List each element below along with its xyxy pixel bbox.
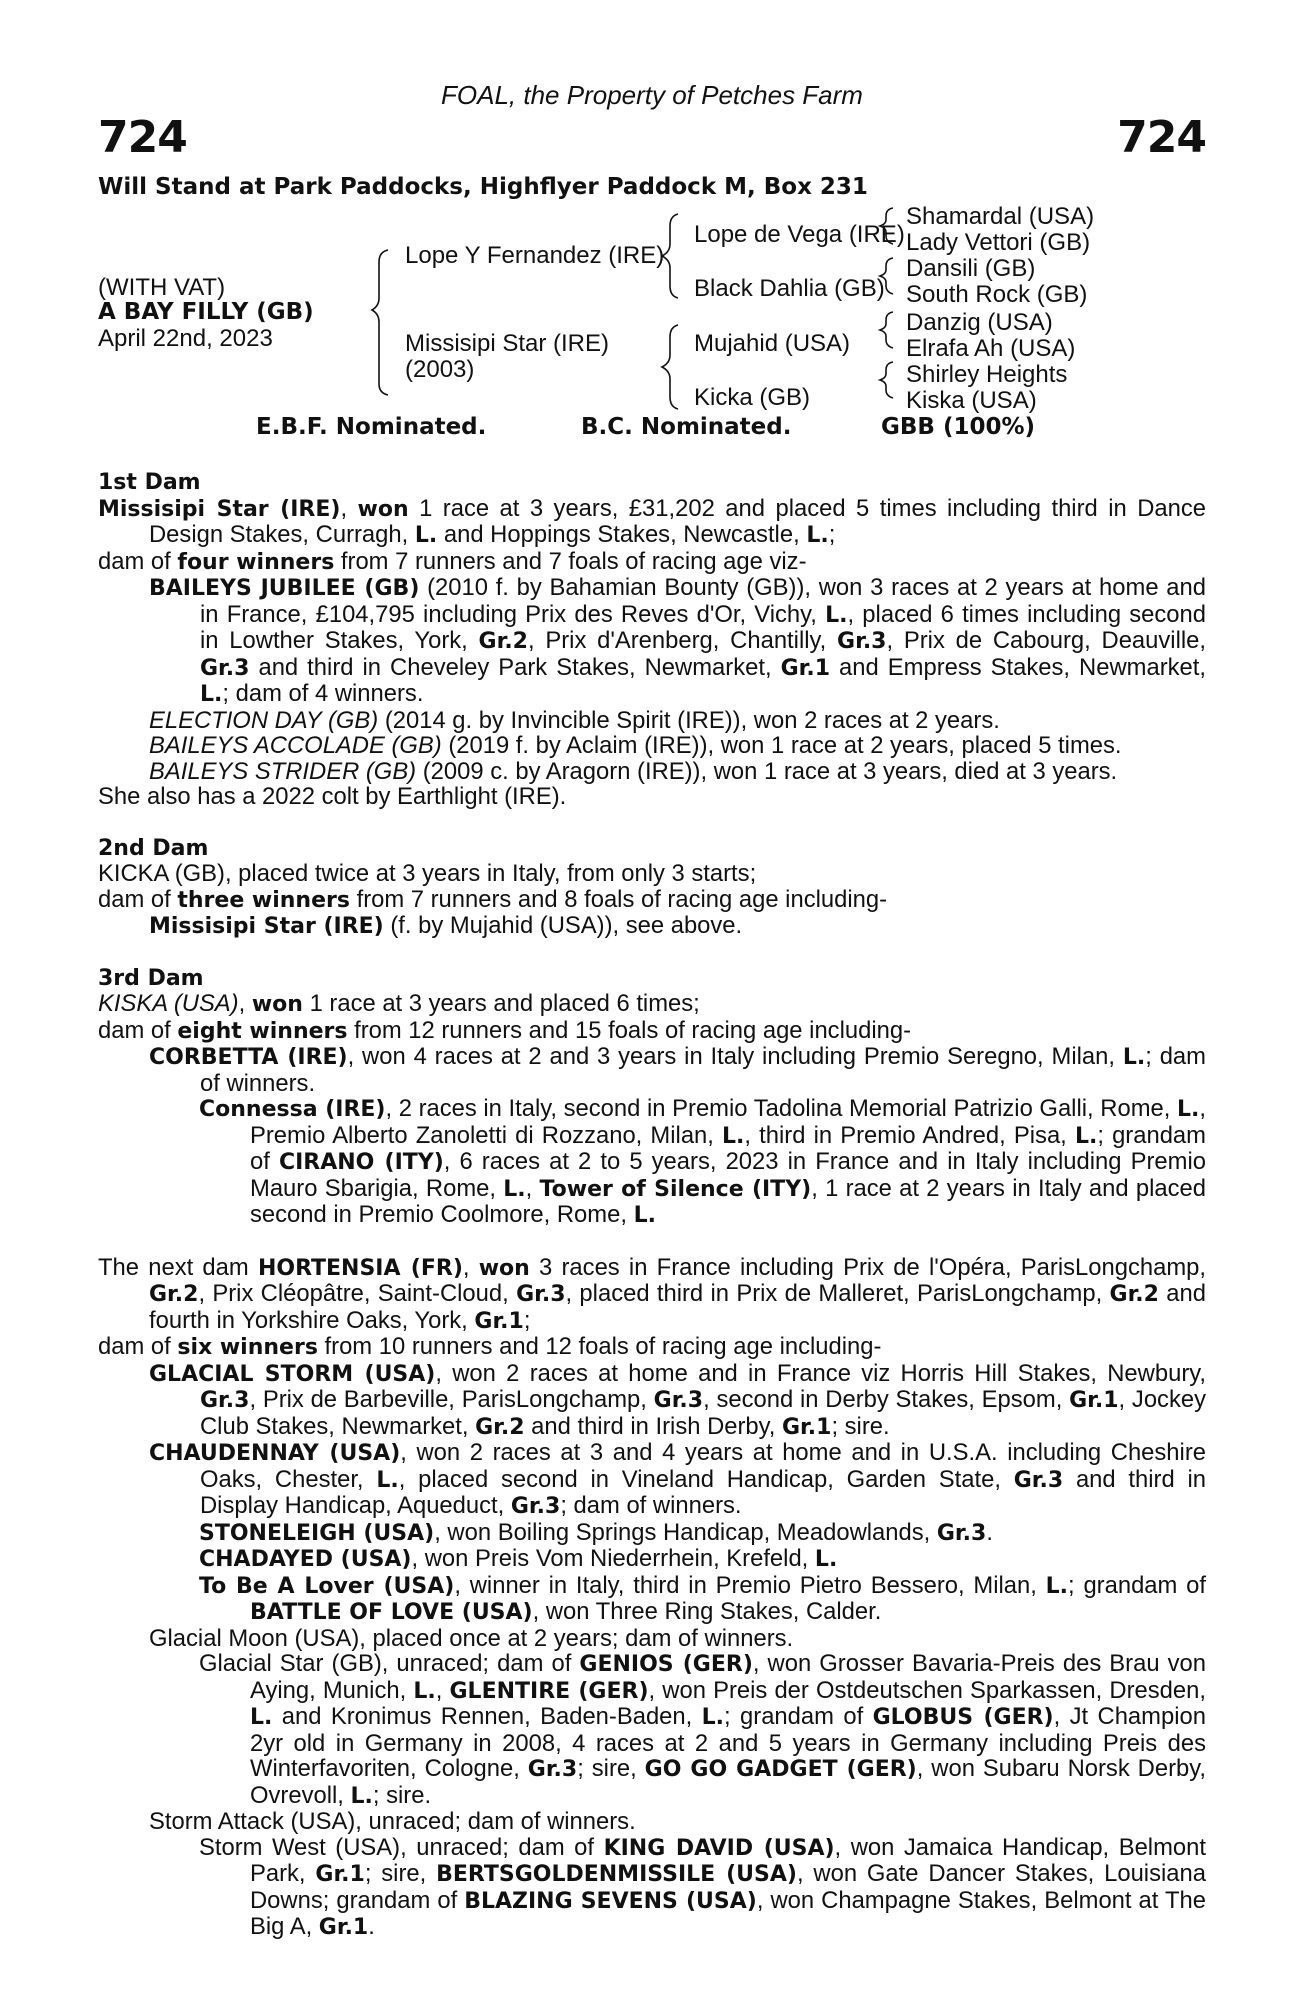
pedigree-paragraph: Missisipi Star (IRE) (f. by Mujahid (USA)), see above.: [149, 912, 743, 939]
pedigree-paragraph: CHADAYED (USA), won Preis Vom Niederrhein, Krefeld, L.: [199, 1545, 838, 1572]
lot-number-left: 724: [98, 112, 187, 163]
lot-number-right: 724: [1117, 112, 1206, 163]
pedigree-paragraph: Storm Attack (USA), unraced; dam of winners.: [149, 1808, 636, 1835]
pedigree-paragraph: CORBETTA (IRE), won 4 races at 2 and 3 years in Italy including Premio Seregno, Milan, L.; dam of winners.: [149, 1043, 1206, 1097]
g4-ancestor: Elrafa Ah (USA): [906, 335, 1076, 362]
g4-ancestor: South Rock (GB): [906, 281, 1088, 308]
section-spacer: [98, 1229, 1206, 1255]
pedigree-table: [98, 200, 1206, 412]
pedigree-paragraph: BAILEYS JUBILEE (GB) (2010 f. by Bahamian Bounty (GB)), won 3 races at 2 years at home and in France, £104,795 including Prix des Reves d'Or, Vichy, L., placed 6 times including second in Lowther Stakes, York, Gr.2, Prix d'Arenberg, Chantilly, Gr.3, Prix de Cabourg, Deauville, Gr.3 and third in Cheveley Park Stakes, Newmarket, Gr.1 and Empress Stakes, Newmarket, L.; dam of 4 winners.: [149, 574, 1207, 707]
section-heading: 1st Dam: [98, 470, 201, 495]
g4-ancestor: Shamardal (USA): [906, 203, 1095, 230]
pedigree-paragraph: BAILEYS STRIDER (GB) (2009 c. by Aragorn (IRE)), won 1 race at 3 years, died at 3 years.: [149, 757, 1118, 785]
g4-ancestor: Shirley Heights: [906, 361, 1068, 388]
section-heading: 3rd Dam: [98, 965, 204, 991]
pedigree-paragraph: dam of eight winners from 12 runners and 15 foals of racing age including-: [98, 1016, 912, 1044]
pedigree-paragraph: She also has a 2022 colt by Earthlight (IRE).: [98, 783, 567, 810]
sire-name: Lope Y Fernandez (IRE): [405, 242, 665, 269]
vat-note: (WITH VAT): [98, 274, 226, 301]
section-spacer: [98, 940, 1206, 966]
g4-ancestor: Lady Vettori (GB): [906, 229, 1091, 256]
nominations: [98, 414, 1206, 448]
ebf-nomination: E.B.F. Nominated.: [256, 414, 487, 440]
pedigree-paragraph: Storm West (USA), unraced; dam of KING DAVID (USA), won Jamaica Handicap, Belmont Park, Gr.1; sire, BERTSGOLDENMISSILE (USA), won Gate Dancer Stakes, Louisiana Downs; grandam of BLAZING SEVENS (USA), won Champagne Stakes, Belmont at The Big A, Gr.1.: [199, 1833, 1207, 1940]
dam-name: Missisipi Star (IRE): [405, 330, 610, 357]
pedigree-paragraph: KISKA (USA), won 1 race at 3 years and placed 6 times;: [98, 990, 700, 1017]
g4-ancestor: Danzig (USA): [906, 309, 1053, 336]
page-header: [98, 80, 1206, 170]
pedigree-paragraph: dam of three winners from 7 runners and 8 foals of racing age including-: [98, 885, 888, 913]
dam-year: (2003): [405, 356, 475, 383]
g4-ancestor: Dansili (GB): [906, 255, 1036, 282]
section-spacer: [98, 810, 1206, 836]
sale-line: FOAL, the Property of Petches Farm: [441, 80, 863, 110]
pedigree-paragraph: BAILEYS ACCOLADE (GB) (2019 f. by Aclaim (IRE)), won 1 race at 2 years, placed 5 times.: [149, 732, 1122, 759]
bc-nomination: B.C. Nominated.: [581, 414, 792, 440]
pedigree-paragraph: GLACIAL STORM (USA), won 2 races at home and in France viz Horris Hill Stakes, Newbury, Gr.3, Prix de Barbeville, ParisLongchamp, Gr.3, second in Derby Stakes, Epsom, Gr.1, Jockey Club Stakes, Newmarket, Gr.2 and third in Irish Derby, Gr.1; sire.: [149, 1359, 1206, 1440]
pedigree-paragraph: ELECTION DAY (GB) (2014 g. by Invincible Spirit (IRE)), won 2 races at 2 years.: [149, 706, 1000, 734]
catalogue-body: [98, 470, 1206, 1941]
sire-sire: Lope de Vega (IRE): [694, 221, 905, 248]
pedigree-paragraph: CHAUDENNAY (USA), won 2 races at 3 and 4 years at home and in U.S.A. including Cheshire Oaks, Chester, L., placed second in Vineland Handicap, Garden State, Gr.3 and third in Display Handicap, Aqueduct, Gr.3; dam of winners.: [149, 1439, 1206, 1519]
dam-sire: Mujahid (USA): [694, 330, 851, 357]
pedigree-paragraph: Glacial Star (GB), unraced; dam of GENIOS (GER), won Grosser Bavaria-Preis des Brau von Aying, Munich, L., GLENTIRE (GER), won Preis der Ostdeutschen Sparkassen, Dresden, L. and Kronimus Rennen, Baden-Baden, L.; grandam of GLOBUS (GER), Jt Champion 2yr old in Germany in 2008, 4 races at 2 and 5 years in Germany including Preis des Winterfavoriten, Cologne, Gr.3; sire, GO GO GADGET (GER), won Subaru Norsk Derby, Ovrevoll, L.; sire.: [199, 1650, 1207, 1809]
pedigree-paragraph: The next dam HORTENSIA (FR), won 3 races in France including Prix de l'Opéra, ParisLongchamp, Gr.2, Prix Cléopâtre, Saint-Cloud, Gr.3, placed third in Prix de Malleret, ParisLongchamp, Gr.2 and fourth in Yorkshire Oaks, York, Gr.1;: [98, 1253, 1206, 1334]
pedigree-paragraph: Missisipi Star (IRE), won 1 race at 3 years, £31,202 and placed 5 times including third in Dance Design Stakes, Curragh, L. and Hoppings Stakes, Newcastle, L.;: [98, 494, 1206, 548]
stand-location: Will Stand at Park Paddocks, Highflyer Paddock M, Box 231: [98, 174, 868, 200]
pedigree-paragraph: Connessa (IRE), 2 races in Italy, second in Premio Tadolina Memorial Patrizio Galli, Rome, L., Premio Alberto Zanoletti di Rozzano, Milan, L., third in Premio Andred, Pisa, L.; grandam of CIRANO (ITY), 6 races at 2 to 5 years, 2023 in France and in Italy including Premio Mauro Sbarigia, Rome, L., Tower of Silence (ITY), 1 race at 2 years in Italy and placed second in Premio Coolmore, Rome, L.: [199, 1095, 1206, 1228]
section-heading: 2nd Dam: [98, 835, 209, 861]
g4-ancestor: Kiska (USA): [906, 387, 1037, 414]
pedigree-paragraph: To Be A Lover (USA), winner in Italy, third in Premio Pietro Bessero, Milan, L.; grandam of BATTLE OF LOVE (USA), won Three Ring Stakes, Calder.: [199, 1571, 1206, 1625]
pedigree-paragraph: KICKA (GB), placed twice at 3 years in Italy, from only 3 starts;: [98, 860, 757, 887]
dam-dam: Kicka (GB): [694, 384, 811, 411]
lot-description: A BAY FILLY (GB): [98, 299, 314, 325]
pedigree-paragraph: dam of six winners from 10 runners and 12 foals of racing age including-: [98, 1333, 882, 1360]
gbb-status: GBB (100%): [881, 414, 1036, 440]
foaling-date: April 22nd, 2023: [98, 325, 273, 352]
pedigree-paragraph: STONELEIGH (USA), won Boiling Springs Handicap, Meadowlands, Gr.3.: [199, 1518, 993, 1546]
catalogue-page: [98, 80, 1206, 1941]
pedigree-paragraph: Glacial Moon (USA), placed once at 2 years; dam of winners.: [149, 1624, 794, 1652]
pedigree-paragraph: dam of four winners from 7 runners and 7 foals of racing age viz-: [98, 547, 807, 575]
sire-dam: Black Dahlia (GB): [694, 275, 885, 302]
